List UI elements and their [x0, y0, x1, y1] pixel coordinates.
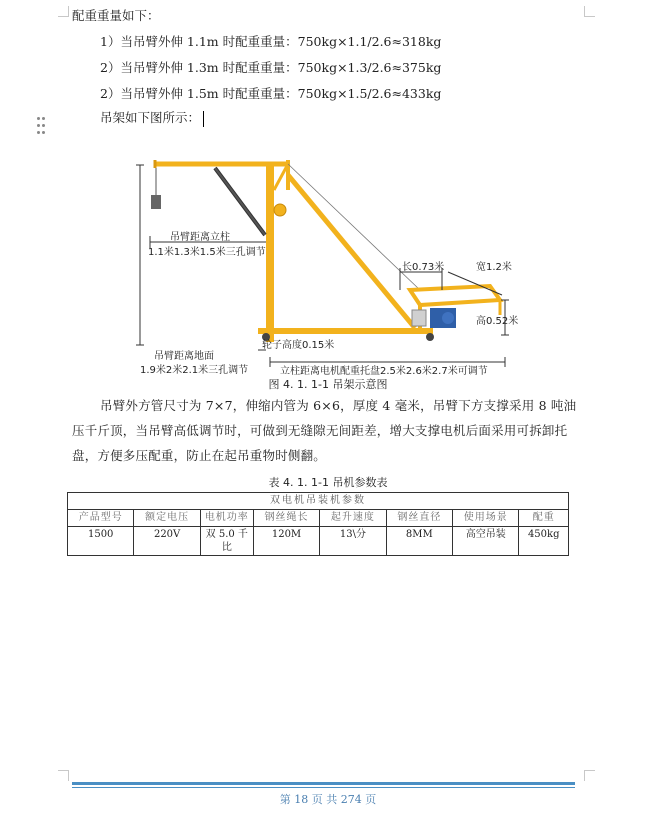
body-paragraph: 吊臂外方管尺寸为 7×7，伸缩内管为 6×6，厚度 4 毫米，吊臂下方支撑采用 8 吨油压千斤顶，当吊臂高低调节时，可做到无缝隙无间距差，增大支撑电机后面采用可拆卸托盘，方便多压配重，防止在起吊重物时侧翻。 [72, 398, 577, 463]
header-cell: 额定电压 [134, 510, 200, 527]
data-cell: 120M [253, 527, 319, 556]
dim-label: 宽1.2米 [476, 262, 512, 273]
header-cell: 产品型号 [68, 510, 134, 527]
data-cell: 双 5.0 千比 [200, 527, 253, 556]
page-corner-mark [58, 770, 69, 781]
data-cell: 13\分 [320, 527, 386, 556]
table-caption: 表 4. 1. 1-1 吊机参数表 [268, 476, 388, 489]
text-cursor [203, 111, 204, 127]
page-corner-mark [584, 6, 595, 17]
dim-label: 高0.52米 [476, 316, 519, 327]
footer-divider [72, 787, 575, 788]
crane-figure [130, 150, 530, 378]
header-cell: 钢丝绳长 [253, 510, 319, 527]
list-item: 1）当吊臂外伸 1.1m 时配重重量：750kg×1.1/2.6≈318kg [100, 34, 442, 49]
data-cell: 220V [134, 527, 200, 556]
data-cell: 450kg [519, 527, 569, 556]
figure-intro[interactable]: 吊架如下图所示： [100, 108, 204, 127]
params-table [67, 492, 569, 556]
figure-caption: 图 4. 1. 1-1 吊架示意图 [268, 378, 388, 391]
dim-label: 1.9米2米2.1米三孔调节 [140, 365, 249, 376]
page-number: 第 18 页 共 274 页 [279, 793, 377, 806]
page-corner-mark [584, 770, 595, 781]
table-row [68, 493, 569, 510]
header-cell: 起升速度 [320, 510, 386, 527]
data-cell: 8MM [386, 527, 452, 556]
drag-handle-icon[interactable] [36, 114, 46, 130]
data-cell: 高空吊装 [453, 527, 519, 556]
dim-label: 立柱距离电机配重托盘2.5米2.6米2.7米可调节 [280, 366, 488, 377]
dim-label: 吊臂距离立柱 [170, 232, 230, 243]
table-row [68, 510, 569, 527]
header-cell: 配重 [519, 510, 569, 527]
list-item: 2）当吊臂外伸 1.5m 时配重重量：750kg×1.5/2.6≈433kg [100, 86, 442, 101]
data-cell: 1500 [68, 527, 134, 556]
dim-label: 长0.73米 [402, 262, 445, 273]
table-row [68, 527, 569, 556]
dim-label: 轮子高度0.15米 [262, 340, 335, 351]
table-title: 双电机吊装机参数 [68, 493, 569, 510]
list-item: 2）当吊臂外伸 1.3m 时配重重量：750kg×1.3/2.6≈375kg [100, 60, 442, 75]
intro-text: 配重重量如下： [72, 8, 160, 23]
header-cell: 使用场景 [453, 510, 519, 527]
dim-label: 吊臂距离地面 [154, 351, 214, 362]
header-cell: 电机功率 [200, 510, 253, 527]
footer-divider [72, 782, 575, 785]
dim-label: 1.1米1.3米1.5米三孔调节 [148, 247, 266, 258]
page-corner-mark [58, 6, 69, 17]
header-cell: 钢丝直径 [386, 510, 452, 527]
